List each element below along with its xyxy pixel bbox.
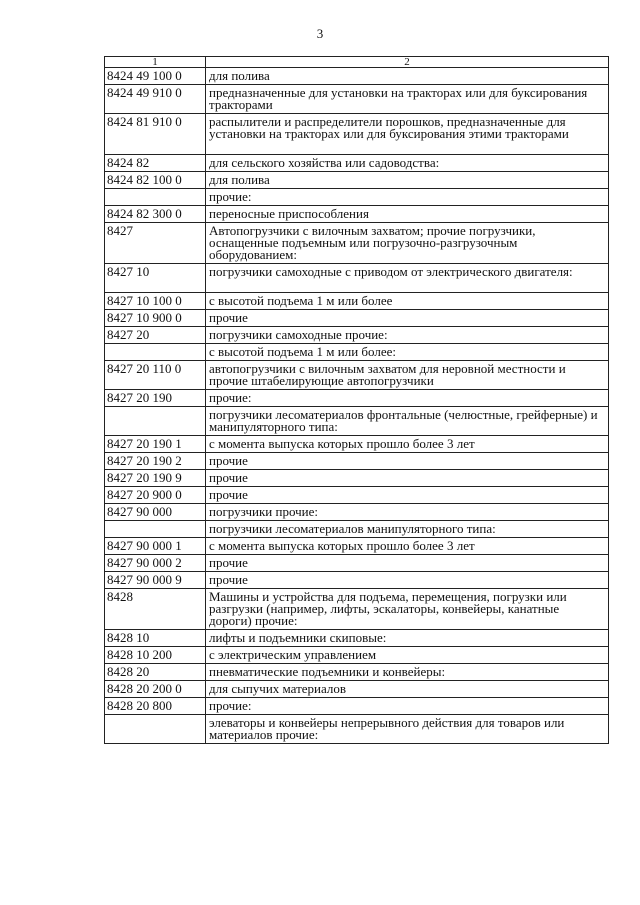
table-row [105,470,609,487]
row-description: с момента выпуска которых прошло более 3 лет [206,436,609,453]
row-description: с электрическим управлением [206,647,609,664]
row-code: 8428 20 [105,664,206,681]
row-code: 8428 10 [105,630,206,647]
row-code: 8424 82 300 0 [105,206,206,223]
row-code: 8424 82 100 0 [105,172,206,189]
table-row [105,206,609,223]
table-row [105,68,609,85]
table-row [105,572,609,589]
row-description: автопогрузчики с вилочным захватом для неровной местности и прочие штабелирующие автопогрузчики [206,361,609,390]
row-code: 8428 [105,589,206,630]
row-code [105,715,206,744]
row-code: 8424 49 910 0 [105,85,206,114]
row-description: предназначенные для установки на тракторах или для буксирования тракторами [206,85,609,114]
table-row [105,172,609,189]
row-description: для сельского хозяйства или садоводства: [206,155,609,172]
table-row [105,114,609,155]
column-header-1: 1 [105,57,206,68]
row-description: погрузчики лесоматериалов манипуляторного типа: [206,521,609,538]
table-row [105,264,609,293]
row-description: для полива [206,68,609,85]
row-description: прочие [206,555,609,572]
row-code: 8427 [105,223,206,264]
row-code: 8427 20 190 2 [105,453,206,470]
row-code: 8428 20 800 [105,698,206,715]
row-code [105,407,206,436]
table-row [105,555,609,572]
table-row [105,521,609,538]
row-description: для сыпучих материалов [206,681,609,698]
table-row [105,407,609,436]
row-code: 8427 20 190 [105,390,206,407]
row-description: Машины и устройства для подъема, перемещения, погрузки или разгрузки (например, лифты, эскалаторы, конвейеры, канатные дороги) прочие: [206,589,609,630]
row-code: 8427 90 000 9 [105,572,206,589]
row-description: прочие: [206,189,609,206]
table-row [105,681,609,698]
table-row [105,361,609,390]
table-row [105,85,609,114]
table-row [105,390,609,407]
row-description: распылители и распределители порошков, предназначенные для установки на тракторах или для буксирования этими тракторами [206,114,609,155]
row-code: 8427 90 000 2 [105,555,206,572]
row-code: 8427 10 [105,264,206,293]
table-row [105,155,609,172]
table-row [105,344,609,361]
row-code [105,189,206,206]
row-description: для полива [206,172,609,189]
page-number: 3 [316,26,324,41]
table-row [105,630,609,647]
table-row [105,310,609,327]
row-description: прочие [206,310,609,327]
table-header-row [105,57,609,68]
table-row [105,715,609,744]
row-code: 8427 20 900 0 [105,487,206,504]
row-code: 8428 20 200 0 [105,681,206,698]
row-description: элеваторы и конвейеры непрерывного действия для товаров или материалов прочие: [206,715,609,744]
row-description: с момента выпуска которых прошло более 3 лет [206,538,609,555]
row-code: 8427 90 000 1 [105,538,206,555]
table-row [105,647,609,664]
row-description: переносные приспособления [206,206,609,223]
row-code: 8427 10 100 0 [105,293,206,310]
row-code: 8427 10 900 0 [105,310,206,327]
row-description: погрузчики самоходные прочие: [206,327,609,344]
row-code: 8424 49 100 0 [105,68,206,85]
row-code: 8424 81 910 0 [105,114,206,155]
row-code: 8427 20 190 9 [105,470,206,487]
row-description: погрузчики лесоматериалов фронтальные (челюстные, грейферные) и манипуляторного типа: [206,407,609,436]
row-description: прочие [206,470,609,487]
column-header-2: 2 [206,57,609,68]
row-description: лифты и подъемники скиповые: [206,630,609,647]
row-code: 8428 10 200 [105,647,206,664]
row-code: 8427 90 000 [105,504,206,521]
table-row [105,589,609,630]
table-row [105,436,609,453]
table-row [105,327,609,344]
row-code: 8427 20 110 0 [105,361,206,390]
table-row [105,664,609,681]
row-description: погрузчики прочие: [206,504,609,521]
table-row [105,487,609,504]
row-description: с высотой подъема 1 м или более: [206,344,609,361]
row-code [105,521,206,538]
row-description: прочие [206,487,609,504]
tariff-table [104,56,609,744]
row-description: прочие [206,453,609,470]
row-code: 8427 20 [105,327,206,344]
table-row [105,504,609,521]
row-description: пневматические подъемники и конвейеры: [206,664,609,681]
table-body [105,68,609,744]
row-description: прочие: [206,698,609,715]
row-code: 8424 82 [105,155,206,172]
row-code: 8427 20 190 1 [105,436,206,453]
table-row [105,453,609,470]
table-row [105,698,609,715]
row-code [105,344,206,361]
row-description: погрузчики самоходные с приводом от электрического двигателя: [206,264,609,293]
table-row [105,293,609,310]
table-row [105,538,609,555]
row-description: прочие: [206,390,609,407]
row-description: прочие [206,572,609,589]
table-row [105,189,609,206]
table-row [105,223,609,264]
row-description: Автопогрузчики с вилочным захватом; прочие погрузчики, оснащенные подъемным или погрузочно-разгрузочным оборудованием: [206,223,609,264]
row-description: с высотой подъема 1 м или более [206,293,609,310]
